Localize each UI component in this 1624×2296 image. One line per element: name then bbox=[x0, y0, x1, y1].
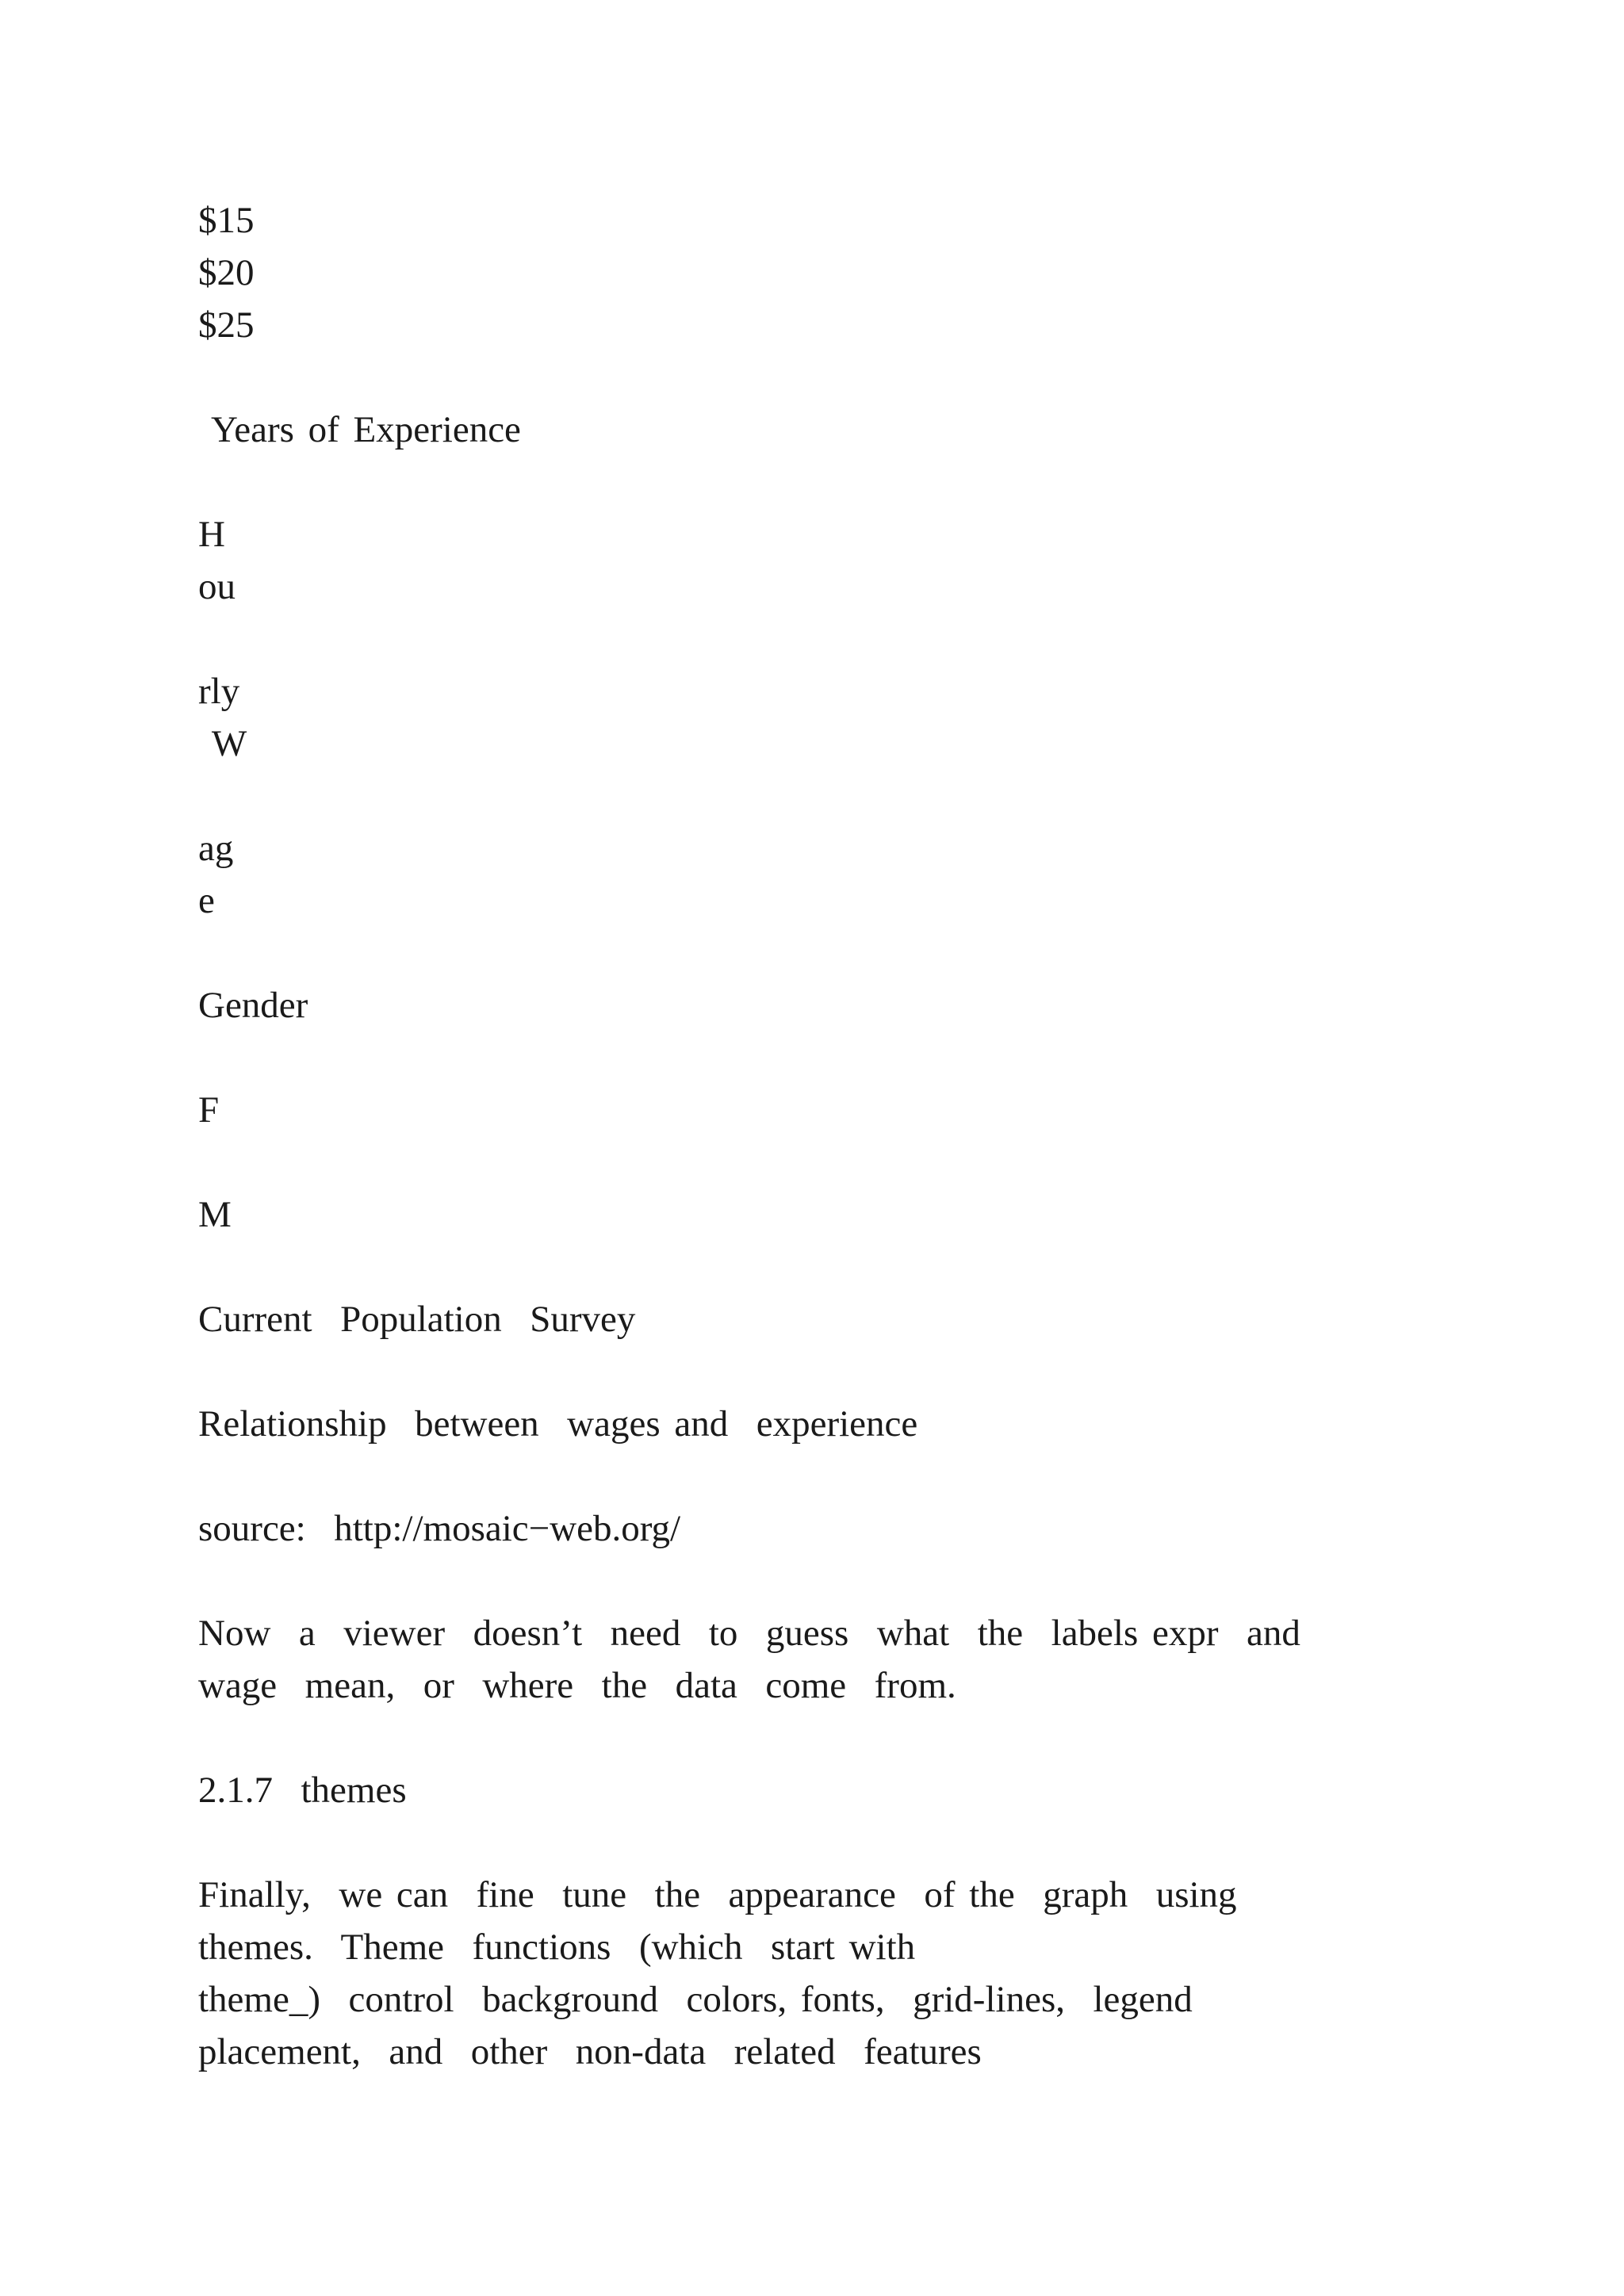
y-axis-label-fragment: ag bbox=[198, 828, 234, 869]
plot-caption: source: http://mosaic−web.org/ bbox=[198, 1508, 681, 1549]
y-axis-label-fragment: e bbox=[198, 880, 215, 921]
y-axis-label-fragment: H bbox=[198, 514, 225, 555]
section-heading: 2.1.7 themes bbox=[198, 1770, 407, 1811]
x-axis-label: Years of Experience bbox=[198, 409, 521, 450]
paragraph-2-line: themes. Theme functions (which start with bbox=[198, 1927, 916, 1968]
axis-tick-15: $15 bbox=[198, 200, 255, 241]
plot-title: Current Population Survey bbox=[198, 1299, 636, 1340]
paragraph-1-line: wage mean, or where the data come from. bbox=[198, 1665, 956, 1706]
legend-title: Gender bbox=[198, 985, 308, 1026]
paragraph-2-line: theme_) control background colors, fonts, grid-lines, legend bbox=[198, 1979, 1193, 2020]
paragraph-2-line: Finally, we can fine tune the appearance of the graph using bbox=[198, 1874, 1237, 1915]
paragraph-2-line: placement, and other non-data related features bbox=[198, 2031, 982, 2072]
legend-item-m: M bbox=[198, 1194, 232, 1235]
legend-item-f: F bbox=[198, 1089, 220, 1131]
axis-tick-20: $20 bbox=[198, 252, 255, 293]
paragraph-1-line: Now a viewer doesn’t need to guess what the labels expr and bbox=[198, 1613, 1300, 1654]
y-axis-label-fragment: W bbox=[198, 723, 247, 764]
axis-tick-25: $25 bbox=[198, 304, 255, 346]
y-axis-label-fragment: rly bbox=[198, 671, 240, 712]
plot-subtitle: Relationship between wages and experience bbox=[198, 1403, 918, 1445]
y-axis-label-fragment: ou bbox=[198, 566, 236, 607]
